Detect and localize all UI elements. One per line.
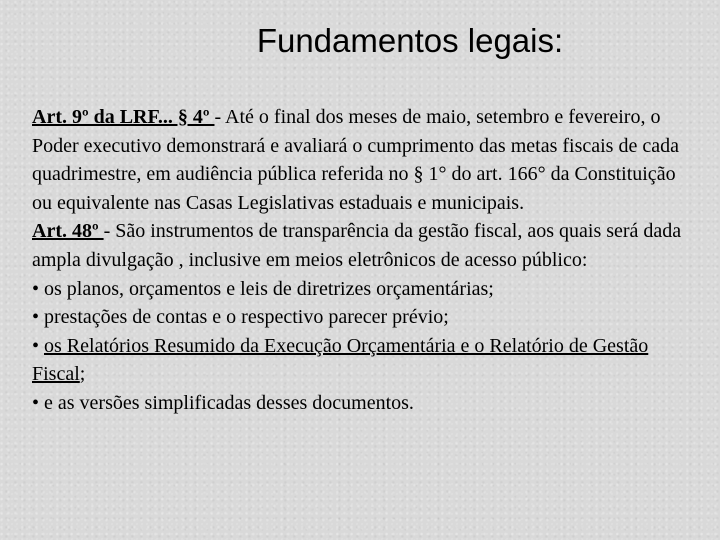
bullet-text: e as versões simplificadas desses documentos. [44, 391, 414, 414]
bullet-item [32, 303, 692, 332]
bullet-symbol: • [32, 277, 40, 300]
bullet-symbol: • [32, 306, 40, 329]
slide-title: Fundamentos legais: [256, 22, 564, 59]
art9-paragraph [32, 103, 692, 217]
art9-reference: Art. 9º da LRF... § 4º [32, 106, 215, 128]
bullet-item [32, 332, 692, 389]
bullet-symbol: • [32, 391, 40, 414]
bullet-symbol: • [32, 334, 40, 357]
art48-reference: Art. 48º [32, 220, 104, 243]
art48-paragraph [32, 217, 692, 274]
bullet-suffix: ; [79, 363, 86, 386]
bullet-text-underlined: os Relatórios Resumido da Execução Orçamentária e o Relatório de Gestão Fiscal [32, 334, 649, 386]
art9-text: - Até o final dos meses de maio, setembro e fevereiro, o Poder executivo demonstrará e avaliará o cumprimento das metas fiscais de cada quadrimestre, em audiência pública referida no § 1° do art. 166° da Constituição ou equivalente nas Casas Legislativas estaduais e municipais. [32, 106, 679, 214]
bullet-text: os planos, orçamentos e leis de diretrizes orçamentárias; [44, 277, 494, 300]
bullet-item [32, 275, 692, 304]
bullet-text: prestações de contas e o respectivo parecer prévio; [44, 306, 449, 329]
art48-text: - São instrumentos de transparência da gestão fiscal, aos quais será dada ampla divulgação , inclusive em meios eletrônicos de acesso público: [32, 220, 682, 271]
slide-body [32, 103, 692, 418]
bullet-item [32, 389, 692, 418]
